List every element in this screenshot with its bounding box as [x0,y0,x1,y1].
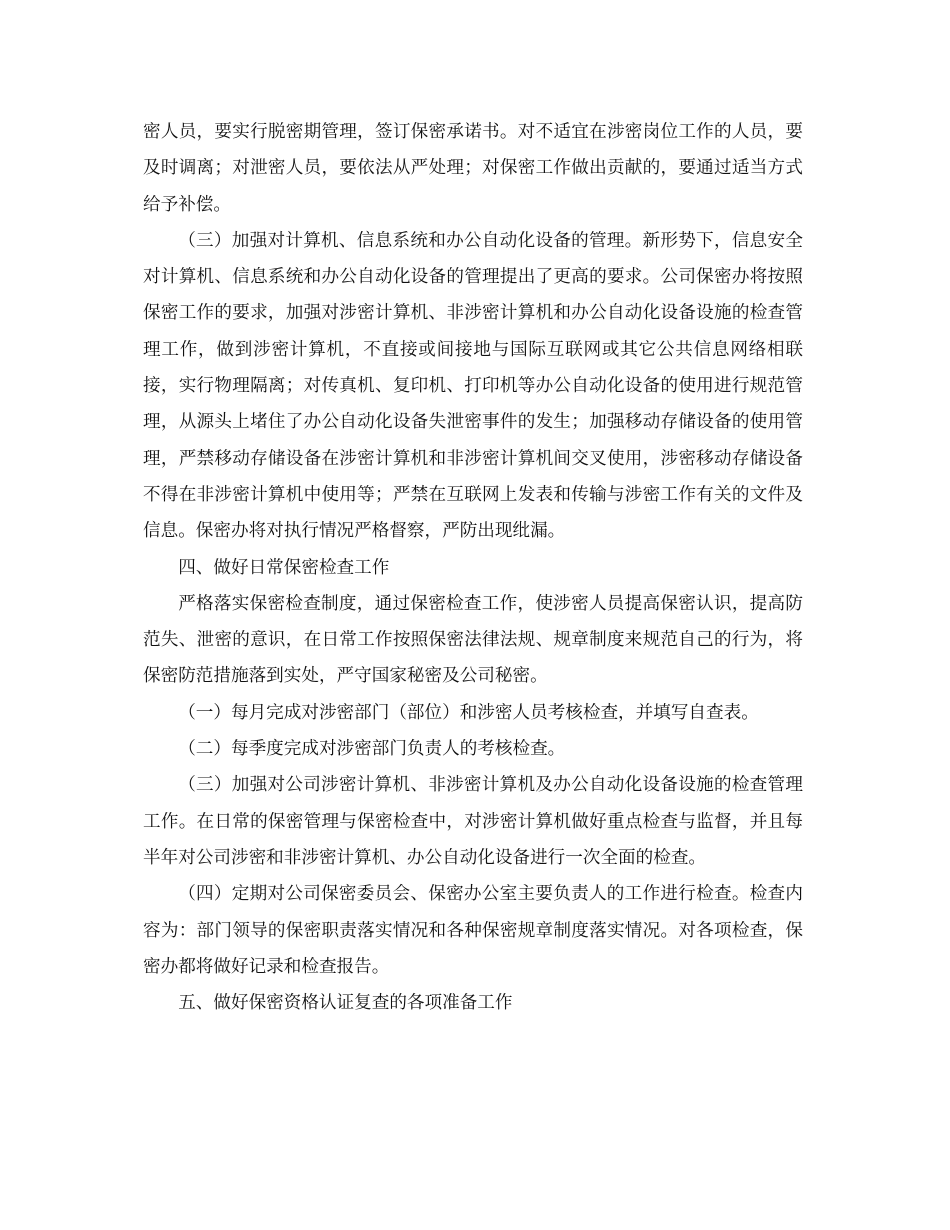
paragraph-computer-management: （三）加强对计算机、信息系统和办公自动化设备的管理。新形势下，信息安全对计算机、信息系统和办公自动化设备的管理提出了更高的要求。公司保密办将按照保密工作的要求，加强对涉密计算机、非涉密计算机和办公自动化设备设施的检查管理工作，做到涉密计算机，不直接或间接地与国际互联网或其它公共信息网络相联接，实行物理隔离；对传真机、复印机、打印机等办公自动化设备的使用进行规范管理，从源头上堵住了办公自动化设备失泄密事件的发生；加强移动存储设备的使用管理，严禁移动存储设备在涉密计算机和非涉密计算机间交叉使用，涉密移动存储设备不得在非涉密计算机中使用等；严禁在互联网上发表和传输与涉密工作有关的文件及信息。保密办将对执行情况严格督察，严防出现纰漏。 [143,230,803,542]
list-item-periodic-check: （四）定期对公司保密委员会、保密办公室主要负责人的工作进行检查。检查内容为：部门领导的保密职责落实情况和各种保密规章制度落实情况。对各项检查，保密办都将做好记录和检查报告。 [143,884,803,977]
list-item-monthly-check: （一）每月完成对涉密部门（部位）和涉密人员考核检查，并填写自查表。 [178,702,759,723]
paragraph-continued: 密人员，要实行脱密期管理，签订保密承诺书。对不适宜在涉密岗位工作的人员，要及时调离；对泄密人员，要依法从严处理；对保密工作做出贡献的，要通过适当方式给予补偿。 [143,122,803,215]
list-item-quarterly-check: （二）每季度完成对涉密部门负责人的考核检查。 [178,739,566,760]
section-heading-daily-inspection: 四、做好日常保密检查工作 [178,557,390,578]
list-item-computer-check: （三）加强对公司涉密计算机、非涉密计算机及办公自动化设备设施的检查管理工作。在日常的保密管理与保密检查中，对涉密计算机做好重点检查与监督，并且每半年对公司涉密和非涉密计算机、办公自动化设备进行一次全面的检查。 [143,775,803,868]
document-body [143,114,803,1021]
section-heading-certification-review: 五、做好保密资格认证复查的各项准备工作 [178,993,513,1014]
paragraph-inspection-system: 严格落实保密检查制度，通过保密检查工作，使涉密人员提高保密认识，提高防范失、泄密的意识，在日常工作按照保密法律法规、规章制度来规范自己的行为，将保密防范措施落到实处，严守国家秘密及公司秘密。 [143,593,803,687]
